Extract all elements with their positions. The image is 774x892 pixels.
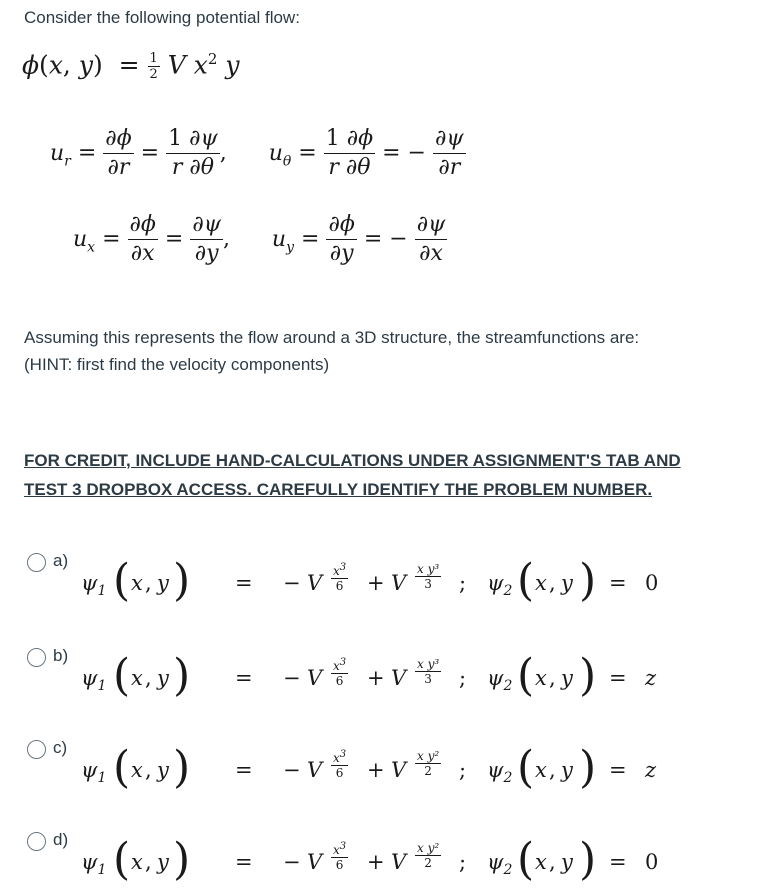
question-hint: (HINT: first find the velocity components) <box>24 355 330 374</box>
psi2-value: z <box>645 666 657 690</box>
answer-option-1[interactable]: a) $\psi_1$ ( x , y ) = − V $\frac{x^3}{6}$ + V $\frac{\text{x y³}}{3}$ ; $\psi_2$ ( x , y ) = 0 <box>27 553 757 613</box>
option-letter: d) <box>53 830 69 849</box>
psi2-value: z <box>645 758 657 782</box>
potential-equation: ϕ(x, y) = $\frac{1}{2}$ V $x^2$ y <box>22 50 240 83</box>
psi1-term2-denominator: 2 <box>424 856 432 870</box>
option-radio[interactable] <box>27 832 46 851</box>
credit-line-1: FOR CREDIT, INCLUDE HAND-CALCULATIONS UNDER ASSIGNMENT'S TAB AND <box>24 451 681 470</box>
velocity-definitions-polar: $u_r$ = $\frac{\partial\phi}{\partial r}$ = $\frac{1 \partial\psi}{r \partial\theta}$ , $u_\theta$ = $\frac{1 \partial\phi}{r \partial\theta}$ = − $\frac{\partial\psi}{\partial r}$ <box>50 126 464 180</box>
psi1-term2-denominator: 2 <box>424 764 432 778</box>
psi2-value: 0 <box>645 850 659 874</box>
option-letter: a) <box>53 551 69 570</box>
option-letter: c) <box>53 738 68 757</box>
psi1-term2-numerator: x y² <box>417 749 440 763</box>
psi1-term2-numerator: x y³ <box>417 657 440 671</box>
option-radio[interactable] <box>27 648 46 667</box>
psi1-term2-denominator: 3 <box>424 672 432 686</box>
option-radio[interactable] <box>27 740 46 759</box>
credit-line-2: TEST 3 DROPBOX ACCESS. CAREFULLY IDENTIFY THE PROBLEM NUMBER. <box>24 480 653 499</box>
answer-option-3[interactable]: c) $\psi_1$ ( x , y ) = − V $\frac{x^3}{6}$ + V $\frac{\text{x y²}}{2}$ ; $\psi_2$ ( x , y ) = z <box>27 740 757 800</box>
question-assumption: Assuming this represents the flow around a 3D structure, the streamfunctions are: <box>24 328 640 347</box>
psi1-term2-denominator: 3 <box>424 577 432 591</box>
answer-option-4[interactable]: d) $\psi_1$ ( x , y ) = − V $\frac{x^3}{6}$ + V $\frac{\text{x y²}}{2}$ ; $\psi_2$ ( x , y ) = 0 <box>27 832 757 892</box>
question-intro: Consider the following potential flow: <box>24 8 300 27</box>
credit-instructions <box>24 446 750 504</box>
velocity-definitions-cartesian: $u_x$ = $\frac{\partial\phi}{\partial x}$ = $\frac{\partial\psi}{\partial y}$ , $u_y$ = $\frac{\partial\phi}{\partial y}$ = − $\frac{\partial\psi}{\partial x}$ <box>73 212 446 266</box>
psi1-term2-numerator: x y² <box>417 841 440 855</box>
option-letter: b) <box>53 646 69 665</box>
answer-option-2[interactable]: b) $\psi_1$ ( x , y ) = − V $\frac{x^3}{6}$ + V $\frac{\text{x y³}}{3}$ ; $\psi_2$ ( x , y ) = z <box>27 648 757 708</box>
psi1-term2-numerator: x y³ <box>417 562 440 576</box>
psi2-value: 0 <box>645 571 659 595</box>
option-radio[interactable] <box>27 553 46 572</box>
